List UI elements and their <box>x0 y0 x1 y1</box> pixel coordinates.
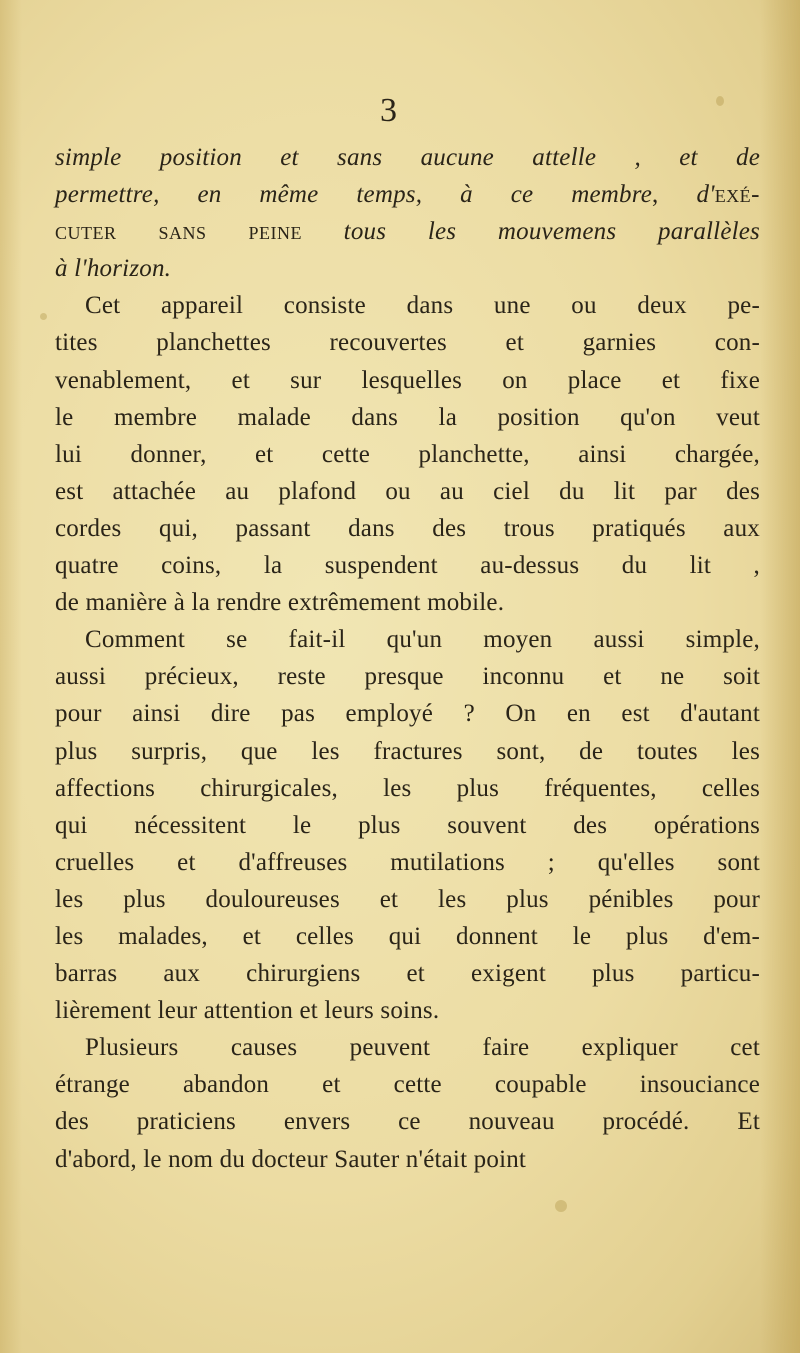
text-line <box>55 844 760 881</box>
text-line <box>55 250 760 287</box>
text-line <box>55 955 760 992</box>
text-line <box>55 399 760 436</box>
text-run: cuter sans peine <box>55 218 302 246</box>
page-number: 3 <box>380 92 397 129</box>
text-line <box>55 881 760 918</box>
text-run: aussi précieux, reste presque inconnu et ne soit <box>55 663 760 691</box>
text-line <box>55 362 760 399</box>
text-run: tites planchettes recouvertes et garnies con- <box>55 329 760 357</box>
text-run: les plus douloureuses et les plus pénibles pour <box>55 885 760 913</box>
text-line <box>55 436 760 473</box>
text-line <box>55 658 760 695</box>
text-run: est attachée au plafond ou au ciel du lit par des <box>55 477 760 505</box>
text-run: , <box>652 181 697 209</box>
paper-stain <box>40 313 47 320</box>
text-line <box>55 1029 760 1066</box>
text-run: à l'horizon. <box>55 255 172 283</box>
paper-stain <box>555 1200 567 1212</box>
text-line <box>55 695 760 732</box>
text-run: permettre, en même temps, à ce membre <box>55 181 653 209</box>
text-line <box>55 733 760 770</box>
text-run: le membre malade dans la position qu'on veut <box>55 403 760 431</box>
text-run <box>302 218 344 245</box>
text-run: barras aux chirurgiens et exigent plus particu- <box>55 960 760 988</box>
text-run: lièrement leur attention et leurs soins. <box>55 997 440 1025</box>
text-line <box>55 992 760 1029</box>
text-run: plus surpris, que les fractures sont, de toutes les <box>55 737 760 765</box>
text-run: simple position et sans aucune attelle , et de <box>55 144 760 171</box>
page-edge-right-shadow <box>760 0 800 1353</box>
text-line <box>55 324 760 361</box>
text-run: étrange abandon et cette coupable insouciance <box>55 1071 760 1099</box>
text-line <box>55 918 760 955</box>
text-run: exé- <box>714 181 761 209</box>
text-line <box>55 1141 760 1178</box>
text-line <box>55 621 760 658</box>
text-line <box>55 176 760 213</box>
text-run: venablement, et sur lesquelles on place et fixe <box>55 366 760 394</box>
body-text <box>55 139 760 1178</box>
text-line <box>55 139 760 176</box>
text-run: d'abord, le nom du docteur Sauter n'était point <box>55 1145 527 1173</box>
text-line <box>55 473 760 510</box>
text-line <box>55 770 760 807</box>
text-run: qui nécessitent le plus souvent des opérations <box>55 811 760 839</box>
text-run: cordes qui, passant dans des trous pratiqués aux <box>55 514 760 542</box>
text-run: quatre coins, la suspendent au-dessus du lit , <box>55 552 760 580</box>
text-run: d' <box>696 181 715 209</box>
text-line <box>55 584 760 621</box>
text-run: cruelles et d'affreuses mutilations ; qu'elles sont <box>55 848 760 876</box>
text-run: affections chirurgicales, les plus fréquentes, celles <box>55 774 760 802</box>
text-run: des praticiens envers ce nouveau procédé. Et <box>55 1108 760 1136</box>
text-line <box>55 510 760 547</box>
text-run: de manière à la rendre extrêmement mobile. <box>55 589 505 617</box>
text-line <box>55 1066 760 1103</box>
text-run: Plusieurs causes peuvent faire expliquer cet <box>85 1034 760 1062</box>
text-run: lui donner, et cette planchette, ainsi chargée, <box>55 440 760 468</box>
text-line <box>55 807 760 844</box>
text-run: les malades, et celles qui donnent le plus d'em- <box>55 922 760 950</box>
text-run: Comment se fait-il qu'un moyen aussi simple, <box>85 626 760 654</box>
text-line <box>55 1103 760 1140</box>
text-run: pour ainsi dire pas employé ? On en est d'autant <box>55 700 760 728</box>
text-line <box>55 287 760 324</box>
paper-stain <box>716 96 724 106</box>
text-line <box>55 213 760 250</box>
text-run: Cet appareil consiste dans une ou deux pe- <box>85 292 760 320</box>
text-run: tous les mouvemens parallèles <box>343 218 760 246</box>
page-edge-left-shadow <box>0 0 22 1353</box>
text-line <box>55 547 760 584</box>
